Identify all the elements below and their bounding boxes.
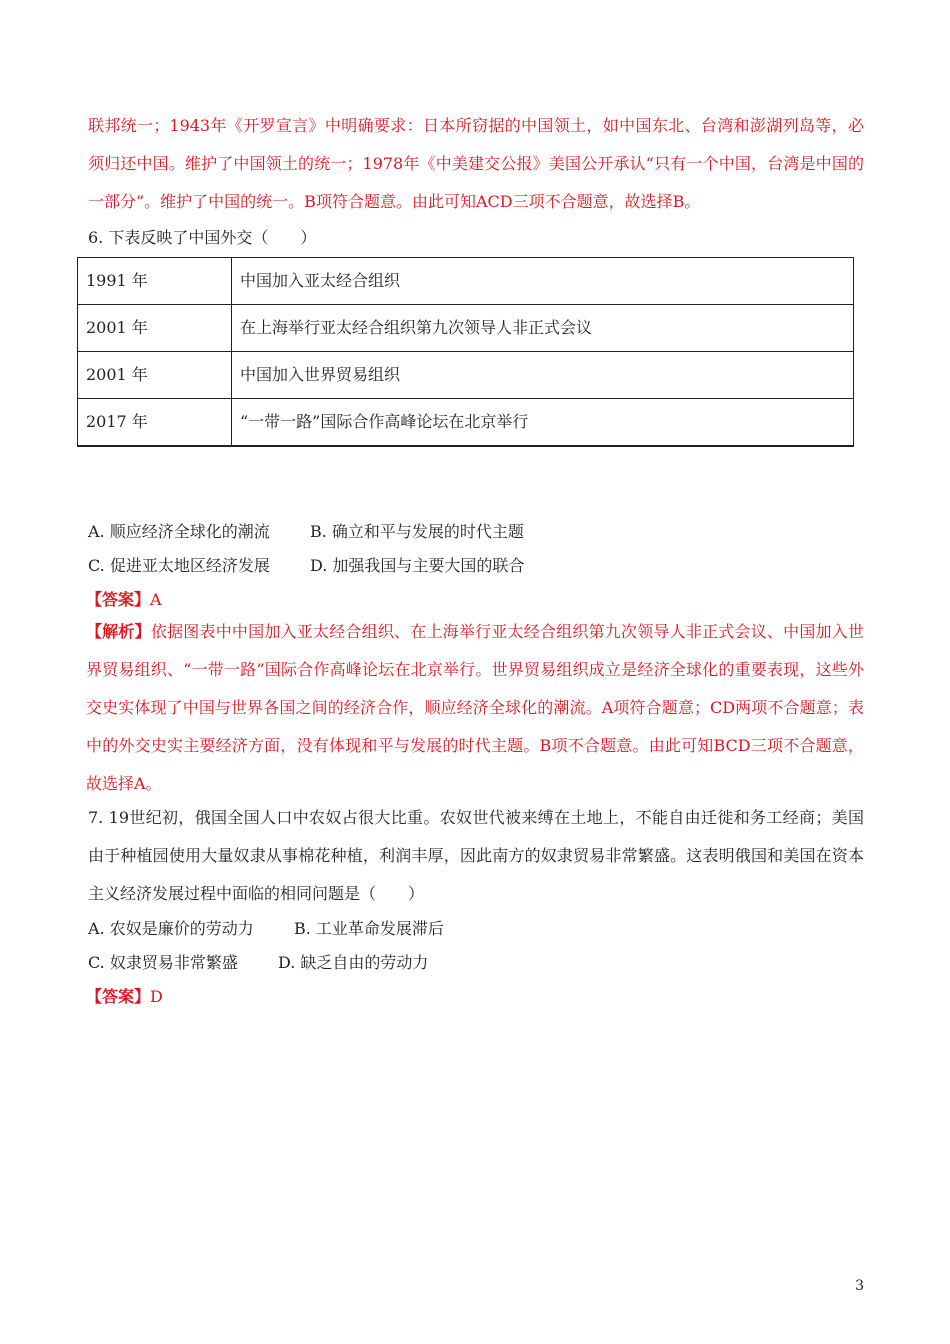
question-6-option-a: A. 顺应经济全球化的潮流 — [88, 522, 270, 541]
table-row — [78, 399, 854, 446]
previous-analysis-continuation: 联邦统一；1943年《开罗宣言》中明确要求：日本所窃据的中国领土，如中国东北、台湾和澎湖列岛等，必须归还中国。维护了中国领土的统一；1978年《中美建交公报》美国公开承认“只有一个中国，台湾是中国的一部分”。维护了中国的统一。B项符合题意。由此可知ACD三项不合题意，故选择B。 — [88, 116, 864, 211]
question-6-option-b: B. 确立和平与发展的时代主题 — [310, 522, 524, 541]
table-cell-year: 1991 年 — [78, 258, 232, 305]
table-row — [78, 258, 854, 305]
table-cell-event: 中国加入亚太经合组织 — [232, 258, 854, 305]
table-cell-year: 2001 年 — [78, 352, 232, 399]
question-6-stem: 6. 下表反映了中国外交（ ） — [88, 228, 317, 247]
table-cell-event: 在上海举行亚太经合组织第九次领导人非正式会议 — [232, 305, 854, 352]
question-7-answer — [86, 987, 163, 1007]
question-6-option-c: C. 促进亚太地区经济发展 — [88, 556, 270, 575]
table-cell-year: 2017 年 — [78, 399, 232, 446]
table-cell-event: 中国加入世界贸易组织 — [232, 352, 854, 399]
table-row — [78, 352, 854, 399]
page-number: 3 — [855, 1278, 864, 1294]
analysis-text: 依据图表中中国加入亚太经合组织、在上海举行亚太经合组织第九次领导人非正式会议、中国加入世界贸易组织、“一带一路”国际合作高峰论坛在北京举行。世界贸易组织成立是经济全球化的重要表现，这些外交史实体现了中国与世界各国之间的经济合作，顺应经济全球化的潮流。A项符合题意；CD两项不合题意；表中的外交史实主要经济方面，没有体现和平与发展的时代主题。B项不合题意。由此可知BCD三项不合题意，故选择A。 — [86, 622, 864, 793]
question-6-option-d: D. 加强我国与主要大国的联合 — [310, 556, 525, 575]
question-7-option-b: B. 工业革命发展滞后 — [294, 919, 444, 938]
question-7-option-d: D. 缺乏自由的劳动力 — [278, 953, 429, 972]
question-6-answer — [86, 590, 162, 610]
table-cell-year: 2001 年 — [78, 305, 232, 352]
answer-label: 【答案】 — [86, 987, 151, 1006]
table-row — [78, 305, 854, 352]
analysis-label: 【解析】 — [86, 622, 151, 641]
question-7-option-c: C. 奴隶贸易非常繁盛 — [88, 953, 238, 972]
answer-value: D — [150, 987, 163, 1006]
question-6-analysis — [86, 613, 864, 803]
question-7-stem: 7. 19世纪初，俄国全国人口中农奴占很大比重。农奴世代被来缚在土地上，不能自由迁徙和务工经商；美国由于种植园使用大量奴隶从事棉花种植，利润丰厚，因此南方的奴隶贸易非常繁盛。这表明俄国和美国在资本主义经济发展过程中面临的相同问题是（ ） — [88, 808, 864, 903]
answer-label: 【答案】 — [86, 590, 151, 609]
diplomacy-table — [77, 257, 854, 447]
question-7-option-a: A. 农奴是廉价的劳动力 — [88, 919, 254, 938]
answer-value: A — [150, 590, 162, 609]
table-cell-event: “一带一路”国际合作高峰论坛在北京举行 — [232, 399, 854, 446]
